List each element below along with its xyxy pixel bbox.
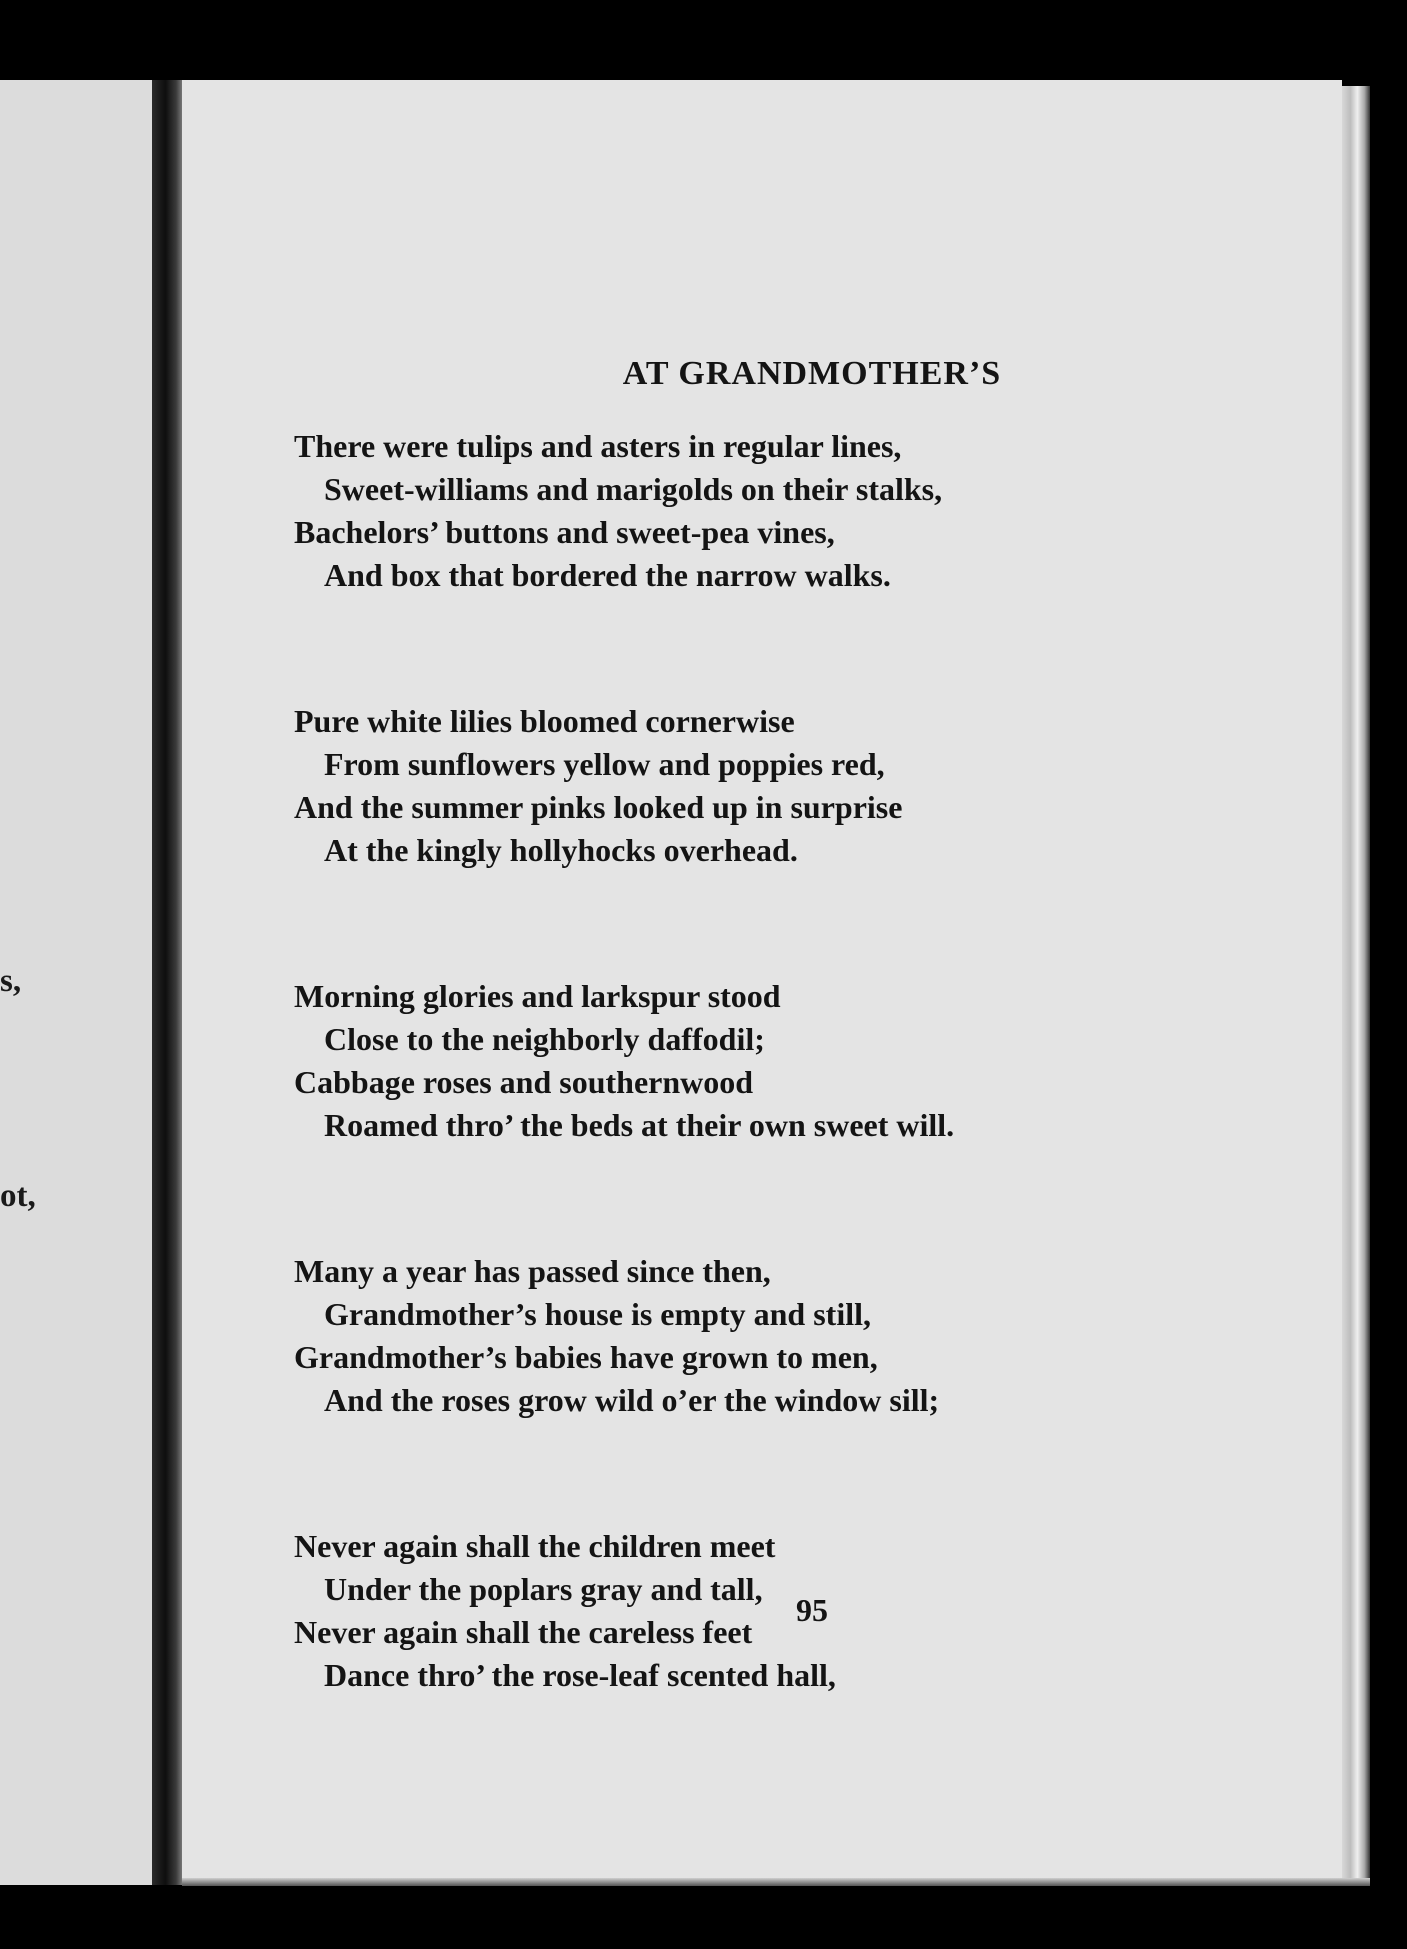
stanza [294,425,1294,597]
poem-line: Sweet-williams and marigolds on their stalks, [324,471,943,507]
stanza [294,700,1294,872]
poem-line: Never again shall the children meet [294,1528,776,1564]
poem-line: Close to the neighborly daffodil; [324,1021,765,1057]
poem-line: Pure white lilies bloomed cornerwise [294,703,795,739]
poem-line: From sunflowers yellow and poppies red, [324,746,885,782]
facing-page-text-fragment: ot, [0,1178,36,1214]
poem-line: Many a year has passed since then, [294,1253,771,1289]
poem-line: And the summer pinks looked up in surprise [294,789,903,825]
stanza [294,975,1294,1147]
poem-line: Cabbage roses and southernwood [294,1064,754,1100]
page-bottom-shadow [182,1878,1370,1886]
poem-line: There were tulips and asters in regular lines, [294,428,902,464]
poem-line: And box that bordered the narrow walks. [324,557,891,593]
poem-line: Grandmother’s babies have grown to men, [294,1339,878,1375]
poem-line: And the roses grow wild o’er the window sill; [324,1382,940,1418]
book-gutter [152,80,182,1885]
facing-page-text-fragment: s, [0,963,22,999]
page-edge-stack [1342,86,1370,1884]
facing-page-fragment [0,80,152,1885]
poem-line: Morning glories and larkspur stood [294,978,781,1014]
poem-line: At the kingly hollyhocks overhead. [324,832,798,868]
page-number: 95 [796,1592,828,1628]
poem-title: AT GRANDMOTHER’S [622,355,1002,392]
poem-line: Bachelors’ buttons and sweet-pea vines, [294,514,835,550]
stanza [294,1250,1294,1422]
poem-line: Never again shall the careless feet [294,1614,753,1650]
poem-line: Under the poplars gray and tall, [324,1571,763,1607]
poem-line: Grandmother’s house is empty and still, [324,1296,871,1332]
poem-line: Roamed thro’ the beds at their own sweet will. [324,1107,955,1143]
poem-line: Dance thro’ the rose-leaf scented hall, [324,1657,836,1693]
poem-page [182,80,1342,1885]
